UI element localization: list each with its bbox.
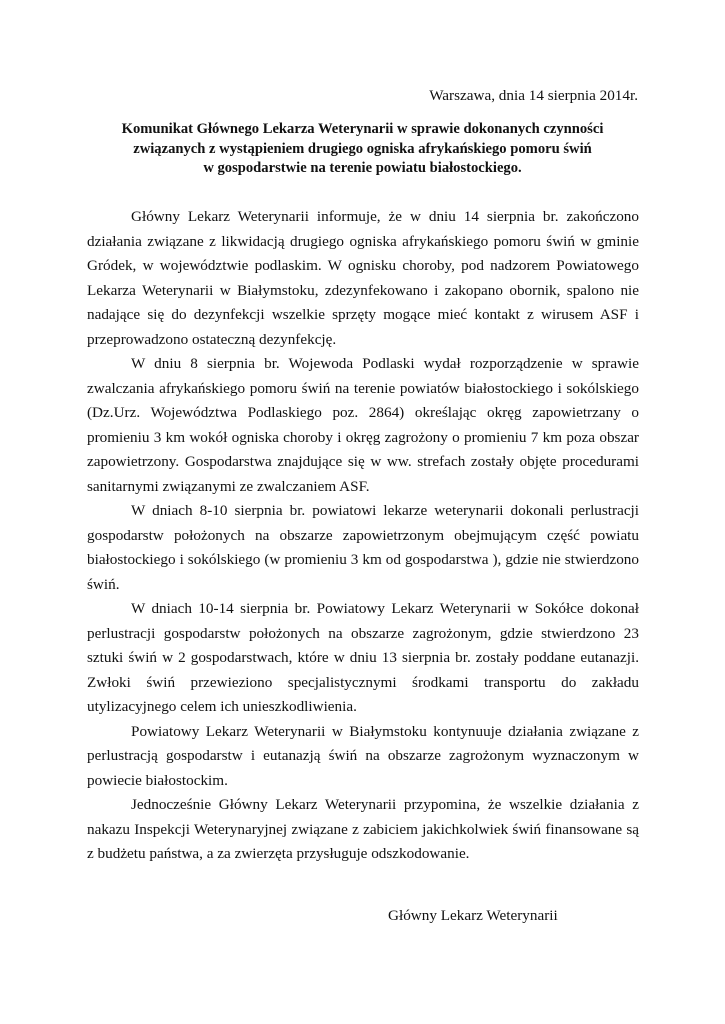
paragraph-1: Główny Lekarz Weterynarii informuje, że w dniu 14 sierpnia br. zakończono działania związane z likwidacją drugiego ogniska afrykańskiego pomoru świń w gminie Gródek, w województwie podlaskim. W ognisku choroby, pod nadzorem Powiatowego Lekarza Weterynarii w Białymstoku, zdezynfekowano i zakopano obornik, spalono nie nadające się do dezynfekcji wszelkie sprzęty mogące mieć kontakt z wirusem ASF i przeprowadzono ostateczną dezynfekcję. xyxy=(87,208,639,348)
signature: Główny Lekarz Weterynarii xyxy=(388,907,558,924)
paragraph-2: W dniu 8 sierpnia br. Wojewoda Podlaski wydał rozporządzenie w sprawie zwalczania afrykańskiego pomoru świń na terenie powiatów białostockiego i sokólskiego (Dz.Urz. Województwa Podlaskiego poz. 2864) określając okręg zapowietrzany o promieniu 3 km wokół ogniska choroby i okręg zagrożony o promieniu 7 km poza obszar zapowietrzony. Gospodarstwa znajdujące się w ww. strefach zostały objęte procedurami sanitarnymi związanymi ze zwalczaniem ASF. xyxy=(87,355,639,495)
title-line-2: związanych z wystąpieniem drugiego ogniska afrykańskiego pomoru świń xyxy=(133,140,592,157)
paragraph-4: W dniach 10-14 sierpnia br. Powiatowy Lekarz Weterynarii w Sokółce dokonał perlustracji gospodarstw położonych na obszarze zagrożonym, gdzie stwierdzono 23 sztuki świń w 2 gospodarstwach, które w dniu 13 sierpnia br. zostały poddane eutanazji. Zwłoki świń przewieziono specjalistycznymi środkami transportu do zakładu utylizacyjnego celem ich unieszkodliwienia. xyxy=(87,600,639,715)
paragraph-6: Jednocześnie Główny Lekarz Weterynarii przypomina, że wszelkie działania z nakazu Inspekcji Weterynaryjnej związane z zabiciem jakichkolwiek świń finansowane są z budżetu państwa, a za zwierzęta przysługuje odszkodowanie. xyxy=(87,796,639,862)
title-line-3: w gospodarstwie na terenie powiatu białostockiego. xyxy=(203,160,522,176)
document-title xyxy=(60,120,665,179)
title-line-1: Komunikat Głównego Lekarza Weterynarii w sprawie dokonanych czynności xyxy=(121,121,604,137)
document-body xyxy=(87,205,639,867)
paragraph-5: Powiatowy Lekarz Weterynarii w Białymstoku kontynuuje działania związane z perlustracją gospodarstw i eutanazją świń na obszarze zagrożonym wyznaczonym w powiecie białostockim. xyxy=(87,722,639,789)
paragraph-3: W dniach 8-10 sierpnia br. powiatowi lekarze weterynarii dokonali perlustracji gospodarstw położonych na obszarze zapowietrzonym obejmującym część powiatu białostockiego i sokólskiego (w promieniu 3 km od gospodarstwa ), gdzie nie stwierdzono świń. xyxy=(87,502,639,593)
date-line: Warszawa, dnia 14 sierpnia 2014r. xyxy=(429,87,638,104)
